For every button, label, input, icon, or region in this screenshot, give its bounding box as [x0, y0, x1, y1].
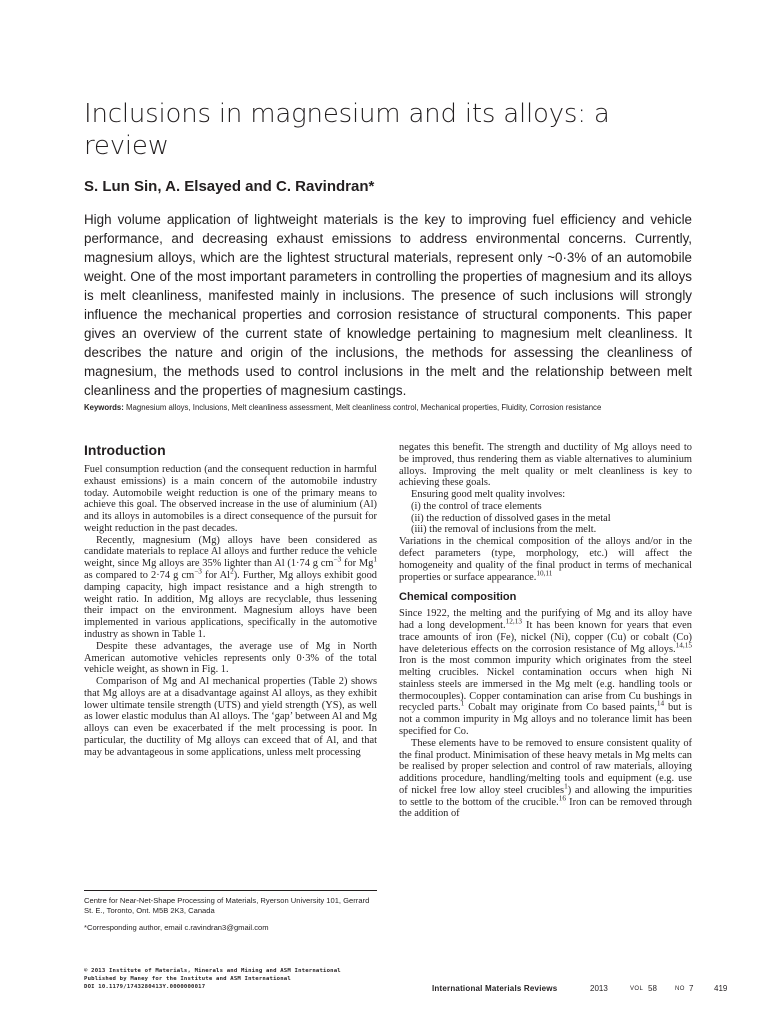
footnote-divider [84, 890, 377, 891]
right-paragraph-2: Ensuring good melt quality involves: [411, 489, 566, 501]
journal-year: 2013 [590, 984, 608, 993]
issue-number: 7 [689, 984, 694, 993]
right-paragraph-5: These elements have to be removed to ensure consistent quality of the final product. Minimisation of these heavy metals in Mg melts can be realised by proper selection and control of raw materials, alloying additions procedure, handling/melting tools and equipment (e.g. use of nickel free low alloy steel crucibles$^1$) and allowing the impurities to settle to the bottom of the crucible.$^{16}$ Iron can be removed through the addition of [399, 737, 692, 820]
volume-number: 58 [648, 984, 657, 993]
intro-paragraph-4: Comparison of Mg and Al mechanical properties (Table 2) shows that Mg alloys are at a disadvantage against Al alloys, as they exhibit lower ultimate tensile strength (UTS) and yield strength (YS), as well as lower elastic modulus than Al alloys. The ‘gap’ between Al and Mg alloys can even be exacerbated if the melt processing is poor. In particular, the ductility of Mg alloys can exceed that of Al, and that may be advantageous in some applications, unless melt processing [84, 676, 377, 758]
copyright-line: © 2013 Institute of Materials, Minerals and Mining and ASM International [84, 968, 341, 974]
affiliation-note: Centre for Near-Net-Shape Processing of Materials, Ryerson University 101, Gerrard St. E., Toronto, Ont. M5B 2K3, Canada [84, 896, 370, 915]
intro-paragraph-3: Despite these advantages, the average use of Mg in North American automotive vehicles represents only 0·3% of the total vehicle weight, as shown in Fig. 1. [84, 640, 377, 676]
copyright-block [84, 968, 341, 991]
list-item: (ii) the reduction of dissolved gases in the metal [411, 512, 611, 524]
keywords-label: Keywords: [84, 403, 124, 412]
page-title: Inclusions in magnesium and its alloys: a review [84, 99, 610, 161]
right-column [399, 442, 692, 820]
authors: S. Lun Sin, A. Elsayed and C. Ravindran* [84, 178, 375, 195]
keywords [84, 402, 704, 413]
page-number: 419 [714, 984, 728, 993]
list-item: (i) the control of trace elements [411, 500, 542, 512]
abstract: High volume application of lightweight materials is the key to improving fuel efficiency and vehicle performance, and decreasing exhaust emissions to address environmental concerns. Currently, magnesium alloys, which are the lightest structural materials, represent only ~0·3% of an automobile weight. One of the most important parameters in controlling the properties of magnesium and its alloys is melt cleanliness, manifested mainly in inclusions. The presence of such inclusions will strongly influence the mechanical properties and corrosion resistance of structural components. This paper gives an overview of the current state of knowledge pertaining to magnesium melt cleanliness. It describes the nature and origin of the inclusions, the methods for assessing the cleanliness of magnesium, the methods used to control inclusions in the melt and the relationship between melt cleanliness and the properties of magnesium castings. [84, 212, 692, 398]
left-column [84, 464, 377, 759]
right-paragraph-4: Since 1922, the melting and the purifying of Mg and its alloy have had a long development.$^{12,13}$ It has been known for years that even trace amounts of iron (Fe), nickel (Ni), copper (Cu) or cobalt (Co) have deleterious effects on the corrosion resistance of Mg alloys.$^{14,15}$ Iron is the most common impurity which originates from the steel melting crucibles. Nickel contamination occurs when high Ni stainless steels are immersed in the Mg melt (e.g. handling tools or thermocouples). Copper contamination can arise from Cu bushings in recycled parts.$^1$ Cobalt may originate from Co based paints,$^{14}$ but is not a common impurity in Mg alloys and no tolerance limit has been specified for Co. [399, 608, 692, 737]
keywords-text: Magnesium alloys, Inclusions, Melt cleanliness assessment, Melt cleanliness control, Mechanical properties, Fluidity, Corrosion resistance [126, 403, 602, 412]
list-item: (iii) the removal of inclusions from the melt. [411, 524, 597, 536]
issue-label: NO [675, 986, 685, 992]
chemical-composition-heading: Chemical composition [399, 591, 517, 604]
intro-paragraph-2: Recently, magnesium (Mg) alloys have been considered as candidate materials to replace Al alloys and further reduce the vehicle weight, since Mg alloys are 35% lighter than Al (1·74 g $cm^{-3}$ for Mg$^1$ as compared to 2·74 g $cm^{-3}$ for Al$^2$). Further, Mg alloys exhibit good damping capacity, high impact resistance and a high strength to weight ratio. In addition, Mg alloys are recyclable, thus lessening their impact on the environment. Magnesium alloys have been implemented in various applications, specifically in the automotive industry as shown in Table 1. [84, 534, 377, 640]
volume-label: VOL [630, 986, 644, 992]
right-paragraph-3: Variations in the chemical composition of the alloys and/or in the defect parameters (type, morphology, etc.) will affect the homogeneity and quality of the final product in terms of mechanical properties or surface appearance.$^{10,11}$ [399, 536, 692, 583]
doi-line: DOI 10.1179/1743280413Y.0000000017 [84, 983, 206, 990]
journal-name: International Materials Reviews [432, 984, 558, 993]
right-paragraph-1: negates this benefit. The strength and ductility of Mg alloys need to be improved, thus rendering them as viable alternatives to aluminium alloys. Improving the melt quality or melt cleanliness is key to achieving these goals. [399, 442, 692, 489]
introduction-heading: Introduction [84, 442, 166, 458]
corresponding-author-note: *Corresponding author, email c.ravindran3@gmail.com [84, 923, 269, 932]
publisher-line: Published by Maney for the Institute and ASM International [84, 975, 291, 982]
intro-paragraph-1: Fuel consumption reduction (and the consequent reduction in harmful exhaust emissions) is a main concern of the automobile industry today. Automobile weight reduction is one of the primary means to achieve this goal. The observed increase in the use of aluminium (Al) and its alloys in automobiles is a direct consequence of the pursuit for weight reduction in the past decades. [84, 464, 377, 534]
